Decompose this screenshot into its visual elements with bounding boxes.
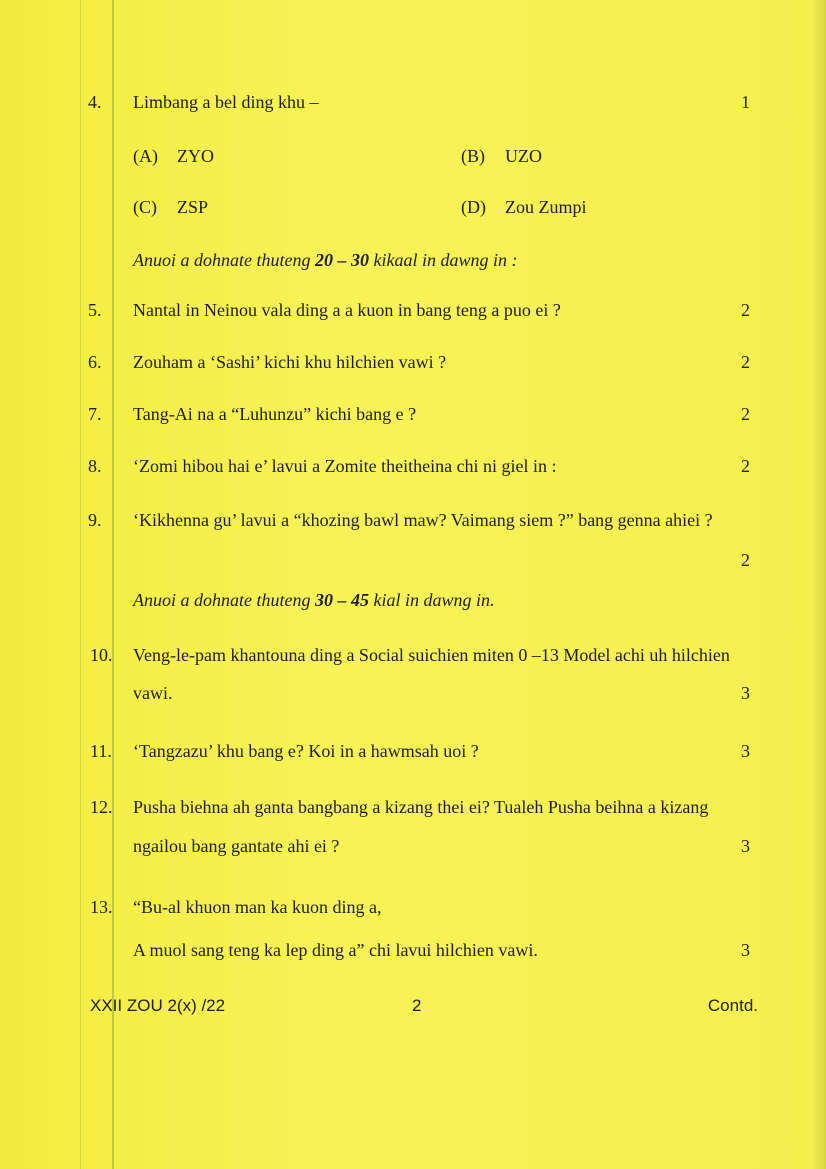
question-marks: 2 [741, 404, 750, 424]
instruction-suffix: kial in dawng in. [368, 590, 495, 610]
question-number: 8. [88, 456, 102, 476]
question-number: 9. [88, 510, 102, 530]
paper-code: XXII ZOU 2(x) /22 [90, 996, 226, 1015]
instruction-prefix: Anuoi a dohnate thuteng [133, 590, 315, 610]
question-marks: 3 [741, 741, 750, 761]
instruction-suffix: kikaal in dawng in : [368, 250, 518, 270]
question-marks: 2 [741, 300, 750, 320]
question-text-line-2: A muol sang teng ka lep ding a” chi lavui hilchien vawi. [133, 940, 538, 960]
question-marks: 2 [741, 352, 750, 372]
question-number: 7. [88, 404, 102, 424]
question-number: 13. [90, 897, 113, 917]
question-text-line-1: Pusha biehna ah ganta bangbang a kizang thei ei? Tualeh Pusha beihna a kizang [133, 797, 709, 817]
question-number: 11. [90, 741, 112, 761]
option-label: (C) [133, 197, 157, 217]
option-text: ZSP [177, 197, 209, 217]
question-marks: 1 [741, 92, 750, 112]
question-text: Tang-Ai na a “Luhunzu” kichi bang e ? [133, 404, 417, 424]
question-marks: 3 [741, 836, 750, 856]
margin-rule-outer [80, 0, 81, 1169]
question-text: Zouham a ‘Sashi’ kichi khu hilchien vawi ? [133, 352, 447, 372]
word-range: 30 – 45 [314, 590, 369, 610]
page-edge-shadow [812, 0, 826, 1169]
question-text: ‘Kikhenna gu’ lavui a “khozing bawl maw? Vaimang siem ?” bang genna ahiei ? [133, 510, 713, 530]
question-number: 4. [88, 92, 102, 112]
section-instruction [133, 250, 517, 271]
question-text: ‘Tangzazu’ khu bang e? Koi in a hawmsah uoi ? [133, 741, 479, 761]
question-text: Nantal in Neinou vala ding a a kuon in bang teng a puo ei ? [133, 300, 561, 320]
option-text: Zou Zumpi [505, 197, 587, 217]
question-marks: 2 [741, 456, 750, 476]
margin-rule [112, 0, 114, 1169]
question-text-line-2: vawi. [133, 683, 173, 703]
question-text: Limbang a bel ding khu – [133, 92, 319, 112]
question-marks: 3 [741, 683, 750, 703]
option-label: (A) [133, 146, 158, 166]
word-range: 20 – 30 [314, 250, 369, 270]
question-text: ‘Zomi hibou hai e’ lavui a Zomite theitheina chi ni giel in : [133, 456, 557, 476]
question-text-line-1: Veng-le-pam khantouna ding a Social suichien miten 0 –13 Model achi uh hilchien [133, 645, 730, 665]
question-number: 5. [88, 300, 102, 320]
continued-label: Contd. [707, 996, 758, 1015]
question-text-line-1: “Bu-al khuon man ka kuon ding a, [133, 897, 382, 917]
instruction-prefix: Anuoi a dohnate thuteng [133, 250, 315, 270]
question-number: 12. [90, 797, 113, 817]
question-number: 10. [90, 645, 113, 665]
question-marks: 2 [741, 550, 750, 570]
option-label: (D) [461, 197, 486, 217]
question-number: 6. [88, 352, 102, 372]
section-instruction [133, 590, 494, 611]
option-text: ZYO [177, 146, 214, 166]
question-text-line-2: ngailou bang gantate ahi ei ? [133, 836, 340, 856]
option-text: UZO [505, 146, 542, 166]
page-number: 2 [412, 996, 422, 1015]
question-marks: 3 [741, 940, 750, 960]
option-label: (B) [461, 146, 485, 166]
